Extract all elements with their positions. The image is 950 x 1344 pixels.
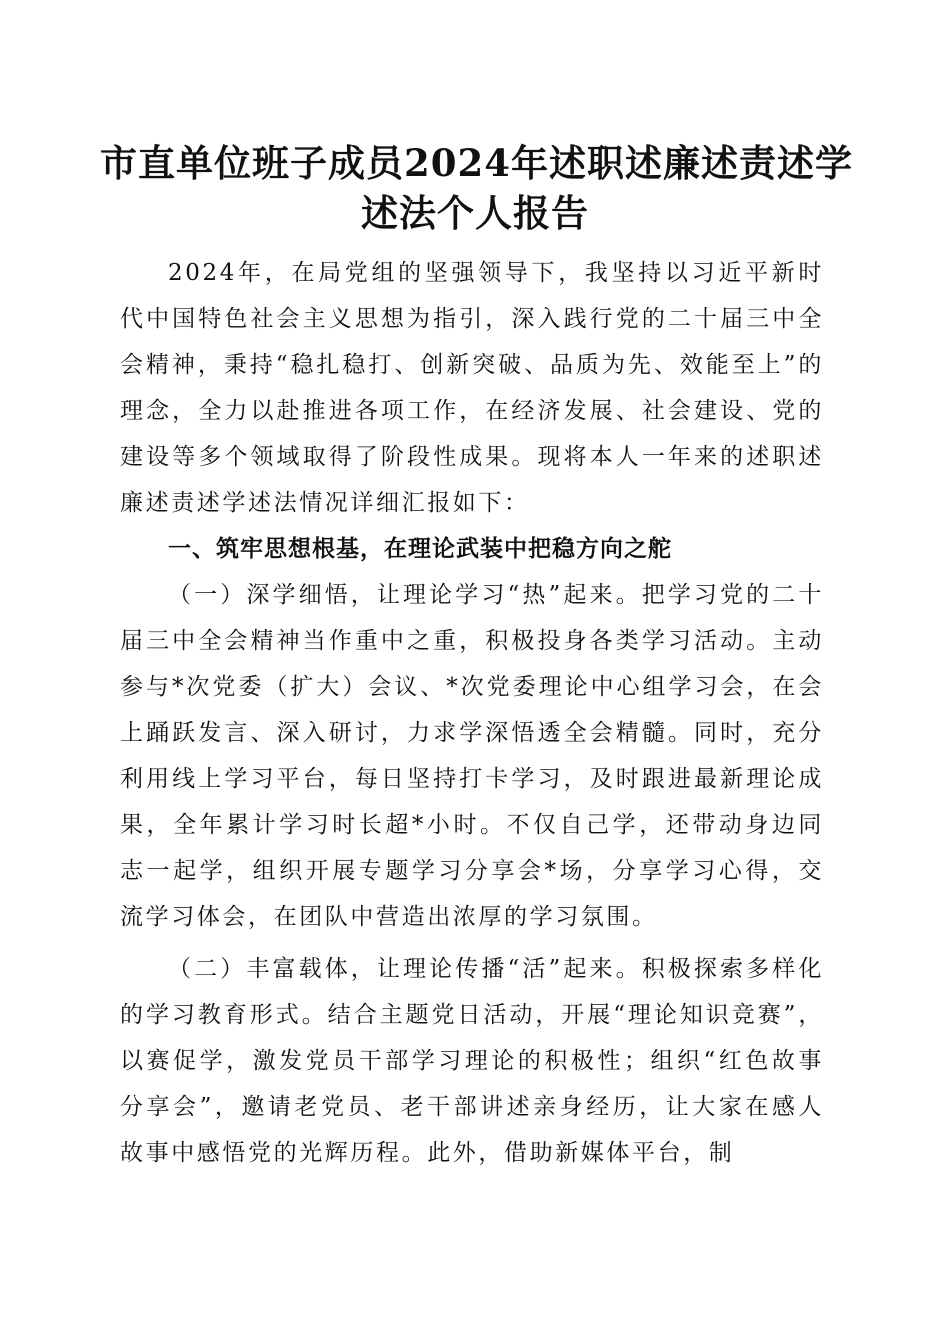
intro-paragraph: 2024年，在局党组的坚强领导下，我坚持以习近平新时代中国特色社会主义思想为指引，深入践行党的二十届三中全会精神，秉持“稳扎稳打、创新突破、品质为先、效能至上”的理念，全力以赴推进各项工作，在经济发展、社会建设、党的建设等多个领域取得了阶段性成果。现将本人一年来的述职述廉述责述学述法情况详细汇报如下： xyxy=(120,260,824,516)
subsection-1-paragraph xyxy=(120,572,824,940)
document-title xyxy=(100,138,853,238)
subsection-2-paragraph xyxy=(120,946,824,1176)
subsection-2-lead: （二）丰富载体，让理论传播“活”起来。 xyxy=(168,956,642,982)
subsection-1-text: 把学习党的二十届三中全会精神当作重中之重，积极投身各类学习活动。主动参与*次党委（扩大）会议、*次党委理论中心组学习会，在会上踊跃发言、深入研讨，力求学深悟透全会精髓。同时，充分利用线上学习平台，每日坚持打卡学习，及时跟进最新理论成果，全年累计学习时长超*小时。不仅自己学，还带动身边同志一起学，组织开展专题学习分享会*场，分享学习心得，交流学习体会，在团队中营造出浓厚的学习氛围。 xyxy=(120,582,824,930)
title-line-2: 述法个人报告 xyxy=(361,191,589,235)
section-1-heading: 一、筑牢思想根基，在理论武装中把稳方向之舵 xyxy=(168,536,672,562)
subsection-1-lead: （一）深学细悟，让理论学习“热”起来。 xyxy=(168,582,642,608)
title-line-1: 市直单位班子成员2024年述职述廉述责述学 xyxy=(100,141,853,185)
subsection-2-text: 积极探索多样化的学习教育形式。结合主题党日活动，开展“理论知识竞赛”，以赛促学，激发党员干部学习理论的积极性；组织“红色故事分享会”，邀请老党员、老干部讲述亲身经历，让大家在感人故事中感悟党的光辉历程。此外，借助新媒体平台，制 xyxy=(120,956,824,1166)
document-body xyxy=(120,250,824,1176)
